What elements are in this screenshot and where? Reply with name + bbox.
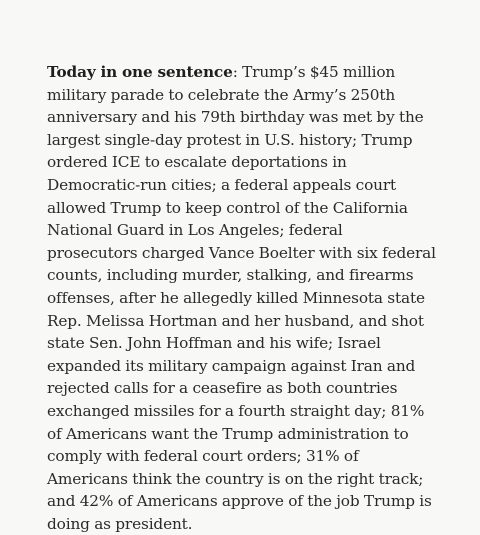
summary-paragraph bbox=[47, 61, 436, 535]
summary-lead-label: Today in one sentence bbox=[47, 63, 233, 81]
summary-separator: : bbox=[232, 63, 243, 81]
summary-body-text: Trump’s $45 million military parade to celebrate the Army’s 250th anniversary and his 79th birthday was met by the largest single-day protest in U.S. history; Trump ordered ICE to escalate deportations in Democratic-run cities; a federal appeals court allowed Trump to keep control of the California National Guard in Los Angeles; federal prosecutors charged Vance Boelter with six federal counts, including murder, stalking, and firearms offenses, after he allegedly killed Minnesota state Rep. Melissa Hortman and her husband, and shot state Sen. John Hoffman and his wife; Israel expanded its military campaign against Iran and rejected calls for a ceasefire as both countries exchanged missiles for a fourth straight day; 81% of Americans want the Trump administration to comply with federal court orders; 31% of Americans think the country is on the right track; and 42% of Americans approve of the job Trump is doing as president. bbox=[47, 63, 436, 533]
